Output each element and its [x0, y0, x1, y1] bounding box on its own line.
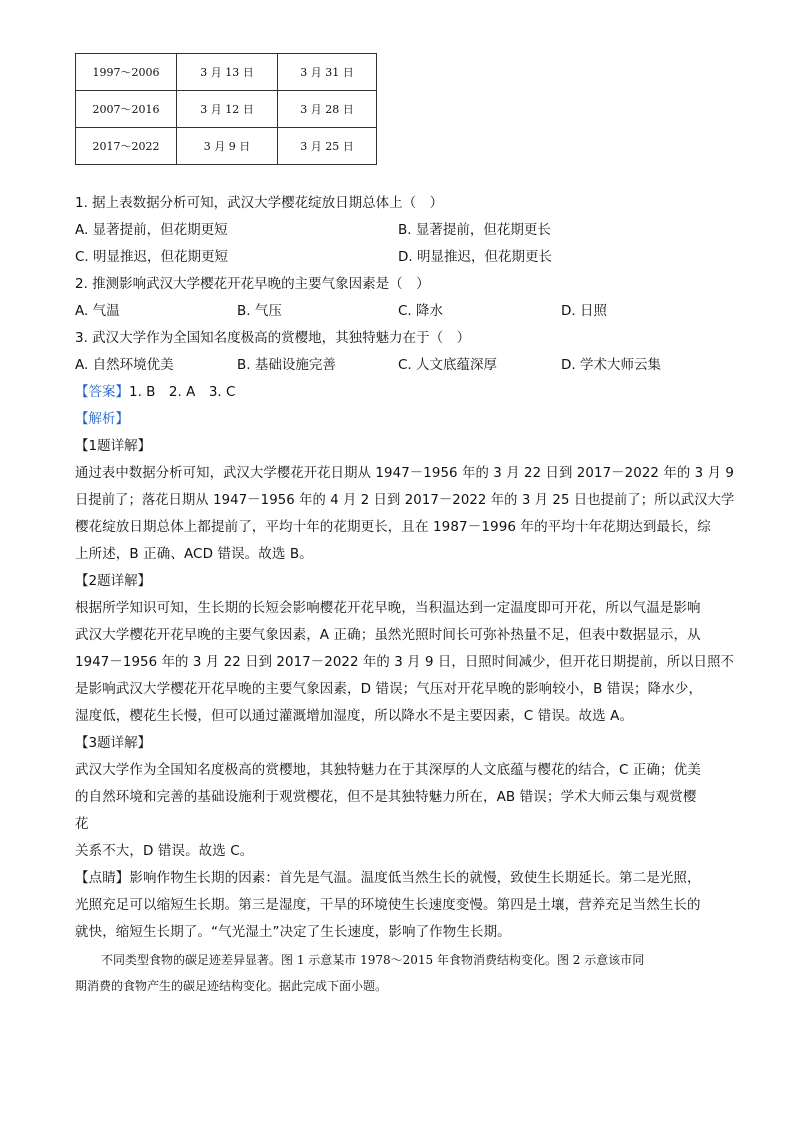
question-1-option-a: A. 显著提前，但花期更短 — [75, 222, 228, 238]
table-cell-period: 2017～2022 — [76, 128, 177, 165]
question-1-option-c: C. 明显推迟，但花期更短 — [75, 249, 229, 265]
question-2-option-b: B. 气压 — [237, 303, 282, 319]
detail-3-line: 武汉大学作为全国知名度极高的赏樱地，其独特魅力在于其深厚的人文底蕴与樱花的结合，C 正确；优美 — [75, 762, 701, 778]
question-2-stem: 2. 推测影响武汉大学樱花开花早晚的主要气象因素是（ ） — [75, 276, 430, 292]
analysis-label: 【解析】 — [75, 411, 129, 427]
detail-1-line: 樱花绽放日期总体上都提前了，平均十年的花期更长，且在 1987－1996 年的平均十年花期达到最长，综 — [75, 519, 711, 535]
next-section-intro-line: 期消费的食物产生的碳足迹结构变化。据此完成下面小题。 — [75, 979, 388, 993]
table-cell-bloom-date: 3 月 13 日 — [177, 54, 278, 91]
tip-text: 影响作物生长期的因素：首先是气温。温度低当然生长的就慢，致使生长期延长。第二是光照， — [129, 870, 701, 886]
question-3-option-d: D. 学术大师云集 — [561, 357, 661, 373]
table-cell-bloom-date: 3 月 12 日 — [177, 91, 278, 128]
next-section-intro-line: 不同类型食物的碳足迹差异显著。图 1 示意某市 1978～2015 年食物消费结构变化。图 2 示意该市同 — [101, 953, 645, 967]
answer-text: 1. B 2. A 3. C — [129, 384, 236, 400]
detail-2-line: 武汉大学樱花开花早晚的主要气象因素，A 正确；虽然光照时间长可弥补热量不足，但表中数据显示，从 — [75, 627, 701, 643]
flowering-date-table — [75, 53, 377, 165]
question-1-option-b: B. 显著提前，但花期更长 — [398, 222, 551, 238]
detail-1-label: 【1题详解】 — [75, 438, 152, 454]
table-cell-period: 1997～2006 — [76, 54, 177, 91]
question-1-stem: 1. 据上表数据分析可知，武汉大学樱花绽放日期总体上（ ） — [75, 195, 444, 211]
question-3-option-b: B. 基础设施完善 — [237, 357, 336, 373]
answer-label: 【答案】 — [75, 384, 129, 400]
question-3-option-c: C. 人文底蕴深厚 — [398, 357, 498, 373]
detail-1-line: 上所述，B 正确、ACD 错误。故选 B。 — [75, 546, 313, 562]
answer-line — [75, 383, 235, 401]
tip-label: 【点睛】 — [75, 870, 130, 886]
detail-3-line: 花 — [75, 816, 89, 832]
table-row — [76, 128, 377, 165]
question-3-stem: 3. 武汉大学作为全国知名度极高的赏樱地，其独特魅力在于（ ） — [75, 330, 471, 346]
detail-2-line: 1947－1956 年的 3 月 22 日到 2017－2022 年的 3 月 9 日，日照时间减少，但开花日期提前，所以日照不 — [75, 654, 734, 670]
detail-3-label: 【3题详解】 — [75, 735, 152, 751]
table-row — [76, 91, 377, 128]
table-cell-period: 2007～2016 — [76, 91, 177, 128]
detail-2-line: 湿度低，樱花生长慢，但可以通过灌溉增加湿度，所以降水不是主要因素，C 错误。故选 A。 — [75, 708, 634, 724]
detail-1-line: 日提前了；落花日期从 1947－1956 年的 4 月 2 日到 2017－2022 年的 3 月 25 日也提前了；所以武汉大学 — [75, 492, 735, 508]
table-cell-fall-date: 3 月 28 日 — [278, 91, 377, 128]
question-3-option-a: A. 自然环境优美 — [75, 357, 174, 373]
question-2-option-d: D. 日照 — [561, 303, 607, 319]
table-cell-bloom-date: 3 月 9 日 — [177, 128, 278, 165]
detail-3-line: 的自然环境和完善的基础设施利于观赏樱花，但不是其独特魅力所在，AB 错误；学术大师云集与观赏樱 — [75, 789, 697, 805]
question-1-option-d: D. 明显推迟，但花期更长 — [398, 249, 552, 265]
table-row — [76, 54, 377, 91]
detail-1-line: 通过表中数据分析可知，武汉大学樱花开花日期从 1947－1956 年的 3 月 22 日到 2017－2022 年的 3 月 9 — [75, 465, 734, 481]
detail-2-line: 根据所学知识可知，生长期的长短会影响樱花开花早晚，当积温达到一定温度即可开花，所以气温是影响 — [75, 600, 701, 616]
detail-2-line: 是影响武汉大学樱花开花早晚的主要气象因素，D 错误；气压对开花早晚的影响较小，B 错误；降水少， — [75, 681, 703, 697]
question-2-option-c: C. 降水 — [398, 303, 444, 319]
tip-line: 光照充足可以缩短生长期。第三是湿度，干旱的环境使生长速度变慢。第四是土壤，营养充足当然生长的 — [75, 897, 701, 913]
tip-line: 就快，缩短生长期了。“气光湿土”决定了生长速度，影响了作物生长期。 — [75, 924, 511, 940]
detail-2-label: 【2题详解】 — [75, 573, 152, 589]
detail-3-line: 关系不大，D 错误。故选 C。 — [75, 843, 254, 859]
tip-line — [75, 869, 701, 887]
table-cell-fall-date: 3 月 31 日 — [278, 54, 377, 91]
question-2-option-a: A. 气温 — [75, 303, 120, 319]
table-cell-fall-date: 3 月 25 日 — [278, 128, 377, 165]
